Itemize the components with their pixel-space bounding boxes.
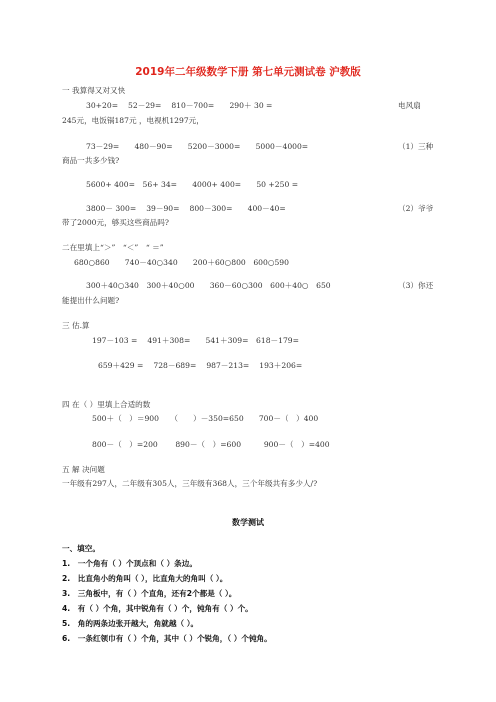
section-heading-1: 一 我算得又对又快 [62, 86, 126, 95]
word-problem-text: 带了2000元，够买这些商品吗? [62, 218, 169, 227]
question-item: 5. 角的两条边张开越大，角就越（ ）。 [62, 619, 199, 628]
problem-row: 800－（ ）=200 890－（ ）=600 900－（ ）=400 [92, 440, 330, 449]
question-item: 2. 比直角小的角叫（ ），比直角大的角叫（ ）。 [62, 574, 228, 583]
section-heading-4: 四 在（ ）里填上合适的数 [62, 400, 151, 409]
question-item: 4. 有（ ）个角，其中锐角有（ ）个，钝角有（ ）个。 [62, 604, 253, 613]
problem-row: 659＋429 = 728－689= 987－213= 193＋206= [98, 361, 303, 370]
problem-row: 3800－ 300= 39－90= 800－300= 400－40= [86, 204, 286, 213]
word-problem-text: 商品一共多少钱? [62, 156, 120, 165]
problem-row: 500＋（ ）＝900 （ ）－350=650 700－（ ）400 [92, 414, 319, 423]
problem-row: 73－29= 480－90= 5200－3000= 5000－4000= [86, 142, 309, 151]
question-item: 3. 三角板中，有（ ）个直角，还有2个都是（ ）。 [62, 589, 237, 598]
fill-in-heading: 一、填空。 [62, 544, 100, 553]
section-heading-2: 二在里填上“＞” “＜” “ ＝” [62, 243, 164, 252]
document-title: 2019年二年级数学下册 第七单元测试卷 沪教版 [135, 66, 361, 78]
section-heading-3: 三 估.算 [62, 321, 90, 330]
word-problem-text: 能提出什么问题? [62, 296, 120, 305]
word-problem-text: 245元，电饭锅187元 ，电视机1297元， [62, 116, 204, 125]
word-problem-text: 电风扇 [398, 101, 421, 110]
section-title: 数学测试 [232, 518, 264, 527]
problem-row: 197－103 = 491＋308= 541＋309= 618－179= [92, 336, 299, 345]
word-problem-text: 一年级有297人，二年级有305人，三年级有368人，三个年级共有多少人/? [62, 479, 318, 488]
problem-row: 5600+ 400= 56+ 34= 4000+ 400= 50 +250 = [86, 180, 299, 189]
problem-row: 30+20= 52－29= 810－700= 290＋ 30 = [86, 101, 273, 110]
problem-row: 300＋40○340 300＋40○00 360－60○300 600＋40○ 650 [86, 281, 331, 290]
question-item: 1. 一个角有（ ）个顶点和（ ）条边。 [62, 559, 197, 568]
section-heading-5: 五 解 决问题 [62, 465, 105, 474]
problem-row: 680○860 740－40○340 200＋60○800 600○590 [74, 258, 289, 267]
question-item: 6. 一条红领巾有（ ）个角，其中（ ）个锐角，（ ）个钝角。 [62, 634, 272, 643]
word-problem-text: （2）爷爷 [398, 204, 434, 213]
word-problem-text: （1）三种 [398, 142, 434, 151]
word-problem-text: （3）你还 [398, 281, 434, 290]
